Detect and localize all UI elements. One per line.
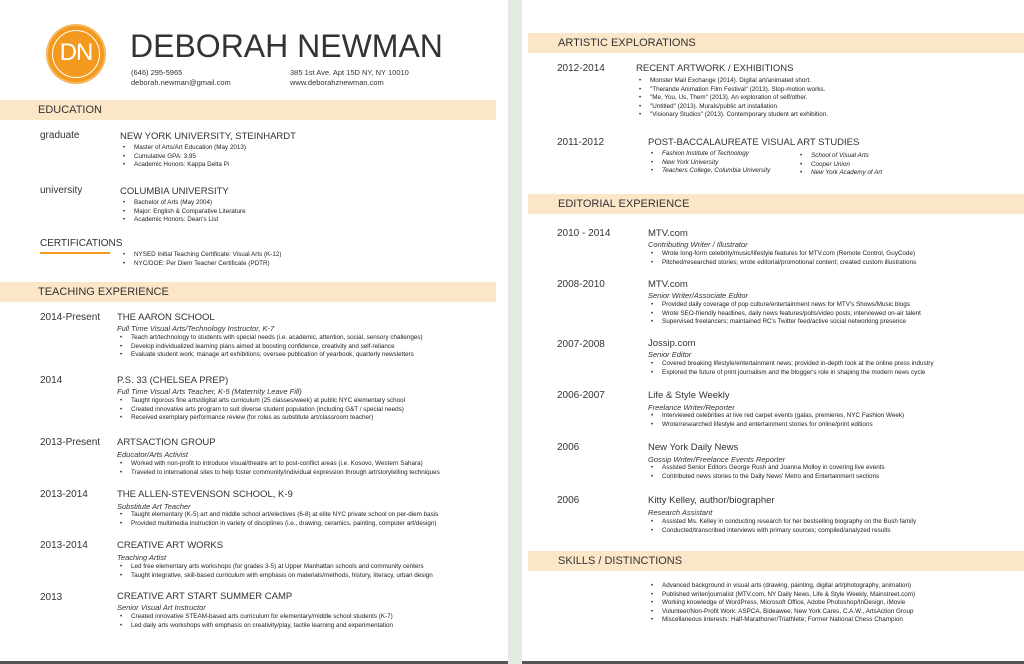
- list-item: • Explored the future of print journalism and the blogger's role in shaping the modern news cycle: [648, 369, 934, 378]
- certifications-underline: [40, 252, 110, 254]
- education-label: university: [40, 185, 83, 196]
- employer-name: CREATIVE ART START SUMMER CAMP: [117, 591, 293, 602]
- resume-page-left: [0, 0, 508, 664]
- job-duties: [648, 360, 934, 377]
- employer-name: Life & Style Weekly: [648, 390, 730, 401]
- list-item: • Cooper Union: [797, 161, 882, 170]
- list-item: • Wrote long-form celebrity/music/lifestyle features for MTV.com (Remote Control, GuyCode): [648, 250, 916, 259]
- employer-name: THE ALLEN-STEVENSON SCHOOL, K-9: [117, 489, 293, 500]
- list-item: • Taught integrative, skill-based curriculum with emphasis on materials/methods, history, literacy, urban design: [117, 572, 433, 581]
- job-dates: 2008-2010: [557, 279, 605, 290]
- employer-name: P.S. 33 (CHELSEA PREP): [117, 375, 229, 386]
- job-title: Contributing Writer / Illustrator: [648, 240, 748, 249]
- list-item: • Led daily arts workshops with emphasis on creativity/play, tactile learning and experimentation: [117, 622, 393, 631]
- phone-number: (646) 295-5965: [131, 68, 183, 77]
- job-title: Teaching Artist: [117, 553, 167, 562]
- list-item: • Miscellaneous interests: Half-Marathoner/Triathlete; Former National Chess Champion: [648, 616, 915, 625]
- job-dates: 2006-2007: [557, 390, 605, 401]
- list-item: • Wrote SEO-friendly headlines, daily news features/polls/video posts; interviewed on-air talent: [648, 310, 921, 319]
- studies-dates: 2011-2012: [557, 137, 605, 148]
- list-item: • Evaluate student work; manage art exhibitions; oversee publication of yearbook, quarterly newsletters: [117, 351, 423, 360]
- logo-initials: DN: [59, 39, 93, 66]
- job-duties: [117, 334, 423, 360]
- list-item: • Fashion Institute of Technology: [648, 150, 770, 159]
- studies-title: POST-BACCALAUREATE VISUAL ART STUDIES: [648, 137, 860, 148]
- job-duties: [648, 518, 916, 535]
- job-duties: [117, 563, 433, 580]
- job-duties: [648, 464, 885, 481]
- job-dates: 2007-2008: [557, 339, 605, 350]
- teaching-heading: TEACHING EXPERIENCE: [0, 282, 496, 302]
- education-heading: EDUCATION: [0, 100, 496, 120]
- list-item: • Created innovative STEAM-based arts curriculum for elementary/middle school students (K-7): [117, 613, 393, 622]
- list-item: • Led free elementary arts workshops (for grades 3-5) at Upper Manhattan schools and community centers: [117, 563, 433, 572]
- list-item: • Received exemplary performance review (for roles as substitute art/classroom teacher): [117, 414, 405, 423]
- editorial-heading: EDITORIAL EXPERIENCE: [528, 194, 1024, 214]
- list-item: • Master of Arts/Art Education (May 2013): [120, 144, 246, 153]
- skills-heading: SKILLS / DISTINCTIONS: [528, 551, 1024, 571]
- list-item: • NYSED Initial Teaching Certificate: Visual Arts (K-12): [120, 251, 281, 260]
- list-item: • Advanced background in visual arts (drawing, painting, digital art/photography, animation): [648, 582, 915, 591]
- list-item: • New York University: [648, 159, 770, 168]
- list-item: • Monster Mail Exchange (2014). Digital art/animated short.: [636, 77, 828, 86]
- job-dates: 2013-2014: [40, 540, 88, 551]
- job-title: Educator/Arts Activist: [117, 450, 188, 459]
- studies-schools-col1: [648, 150, 770, 176]
- job-dates: 2006: [557, 442, 580, 453]
- monogram-logo: [48, 26, 104, 82]
- list-item: • Traveled to international sites to help foster community/individual expression through art/storytelling techniques: [117, 469, 440, 478]
- list-item: • Working knowledge of WordPress, Microsoft Office, Adobe Photoshop/InDesign, iMovie: [648, 599, 915, 608]
- job-duties: [117, 460, 440, 477]
- job-dates: 2010 - 2014: [557, 228, 611, 239]
- list-item: • Created innovative arts program to suit diverse student population (including G&T / special needs): [117, 406, 405, 415]
- resume-page-right: [522, 0, 1024, 664]
- list-item: • NYC/DOE: Per Diem Teacher Certificate (PDTR): [120, 260, 281, 269]
- employer-name: MTV.com: [648, 279, 688, 290]
- job-duties: [648, 250, 916, 267]
- list-item: • Academic Honors: Kappa Delta Pi: [120, 161, 246, 170]
- list-item: • Covered breaking lifestyle/entertainment news; provided in-depth look at the online press industry: [648, 360, 934, 369]
- list-item: • Provided multimedia instruction in variety of disciplines (i.e., drawing, ceramics, painting, computer art/design): [117, 520, 438, 529]
- education-details: [120, 144, 246, 170]
- list-item: • Bachelor of Arts (May 2004): [120, 199, 246, 208]
- list-item: • Volunteer/Non-Profit Work: ASPCA, Bideawee, New York Cares, C.A.W., ArtsAction Group: [648, 608, 915, 617]
- list-item: • Assisted Senior Editors George Rush and Joanna Molloy in covering live events: [648, 464, 885, 473]
- job-dates: 2013: [40, 592, 63, 603]
- list-item: • Conducted/transcribed interviews with primary sources; compiled/analyzed results: [648, 527, 916, 536]
- list-item: • Published writer/journalist (MTV.com, NY Daily News, Life & Style Weekly, Mainstreet.com): [648, 591, 915, 600]
- list-item: • Taught rigorous fine arts/digital arts curriculum (25 classes/week) at public NYC elementary school: [117, 397, 405, 406]
- school-name: COLUMBIA UNIVERSITY: [120, 186, 229, 197]
- job-title: Full Time Visual Arts Teacher, K-5 (Maternity Leave Fill): [117, 387, 302, 396]
- list-item: • Develop individualized learning plans aimed at boosting confidence, creativity and self-reliance: [117, 343, 423, 352]
- employer-name: THE AARON SCHOOL: [117, 312, 215, 323]
- studies-schools-col2: [797, 152, 882, 178]
- list-item: • Academic Honors: Dean's List: [120, 216, 246, 225]
- job-title: Research Assistant: [648, 508, 713, 517]
- list-item: • Interviewed celebrities at live red carpet events (galas, premieres, NYC Fashion Week): [648, 412, 904, 421]
- list-item: • Pitched/researched stories; wrote editorial/promotional content; created custom illustrations: [648, 259, 916, 268]
- job-title: Full Time Visual Arts/Technology Instructor, K-7: [117, 324, 275, 333]
- job-title: Senior Editor: [648, 350, 692, 359]
- artistic-heading: ARTISTIC EXPLORATIONS: [528, 33, 1024, 53]
- list-item: • Contributed news stories to the Daily News' Metro and Entertainment sections: [648, 473, 885, 482]
- certifications-label: CERTIFICATIONS: [40, 238, 123, 249]
- list-item: • "Me, You, Us, Them" (2013). An exploration of self/other.: [636, 94, 828, 103]
- list-item: • Teach art/technology to students with special needs (i.e. academic, attention, social, sensory challenges): [117, 334, 423, 343]
- list-item: • New York Academy of Art: [797, 169, 882, 178]
- contact-right: [290, 68, 409, 88]
- list-item: • Provided daily coverage of pop culture/entertainment news for MTV's Shows/Music blogs: [648, 301, 921, 310]
- job-duties: [117, 397, 405, 423]
- employer-name: ARTSACTION GROUP: [117, 437, 216, 448]
- artwork-dates: 2012-2014: [557, 63, 605, 74]
- job-dates: 2013-Present: [40, 437, 101, 448]
- job-duties: [117, 613, 393, 630]
- job-duties: [117, 511, 438, 528]
- education-label: graduate: [40, 130, 80, 141]
- list-item: • Wrote/researched lifestyle and entertainment stories for online/print editions: [648, 421, 904, 430]
- street-address: 385 1st Ave. Apt 15D NY, NY 10010: [290, 68, 409, 77]
- employer-name: MTV.com: [648, 228, 688, 239]
- list-item: • "Untitled" (2013). Murals/public art installation.: [636, 103, 828, 112]
- certifications-list: [120, 251, 281, 268]
- list-item: • "Therande Animation Film Festival" (2013). Stop-motion works.: [636, 86, 828, 95]
- list-item: • Assisted Ms. Kelley in conducting research for her bestselling biography on the Bush family: [648, 518, 916, 527]
- job-title: Substitute Art Teacher: [117, 502, 191, 511]
- job-title: Gossip Writer/Freelance Events Reporter: [648, 455, 786, 464]
- list-item: • School of Visual Arts: [797, 152, 882, 161]
- skills-list: [648, 582, 915, 625]
- job-title: Senior Visual Art Instructor: [117, 603, 206, 612]
- job-title: Senior Writer/Associate Editor: [648, 291, 749, 300]
- email-address: deborah.newman@gmail.com: [131, 78, 231, 87]
- list-item: • Cumulative GPA: 3.95: [120, 153, 246, 162]
- list-item: • Worked with non-profit to introduce visual/theatre art to post-conflict areas (i.e. Kosovo, Western Sahara): [117, 460, 440, 469]
- list-item: • Supervised freelancers; maintained RC's Twitter feed/active social networking presence: [648, 318, 921, 327]
- job-dates: 2014: [40, 375, 63, 386]
- candidate-name: DEBORAH NEWMAN: [130, 28, 443, 64]
- artwork-title: RECENT ARTWORK / EXHIBITIONS: [636, 63, 794, 74]
- website-url: www.deborahznewman.com: [290, 78, 384, 87]
- job-dates: 2013-2014: [40, 489, 88, 500]
- job-duties: [648, 412, 904, 429]
- list-item: • Taught elementary (K-5) art and middle school art/electives (6-8) at elite NYC private school on per-diem basis: [117, 511, 438, 520]
- job-title: Freelance Writer/Reporter: [648, 403, 735, 412]
- list-item: • Teachers College, Columbia University: [648, 167, 770, 176]
- job-dates: 2014-Present: [40, 312, 101, 323]
- school-name: NEW YORK UNIVERSITY, STEINHARDT: [120, 131, 296, 142]
- employer-name: Jossip.com: [648, 338, 696, 349]
- list-item: • "Visionary Studios" (2013). Contemporary student art exhibition.: [636, 111, 828, 120]
- job-dates: 2006: [557, 495, 580, 506]
- job-duties: [648, 301, 921, 327]
- employer-name: New York Daily News: [648, 442, 739, 453]
- contact-left: [131, 68, 231, 88]
- employer-name: Kitty Kelley, author/biographer: [648, 495, 775, 506]
- employer-name: CREATIVE ART WORKS: [117, 540, 224, 551]
- artwork-list: [636, 77, 828, 120]
- list-item: • Major: English & Comparative Literature: [120, 208, 246, 217]
- education-details: [120, 199, 246, 225]
